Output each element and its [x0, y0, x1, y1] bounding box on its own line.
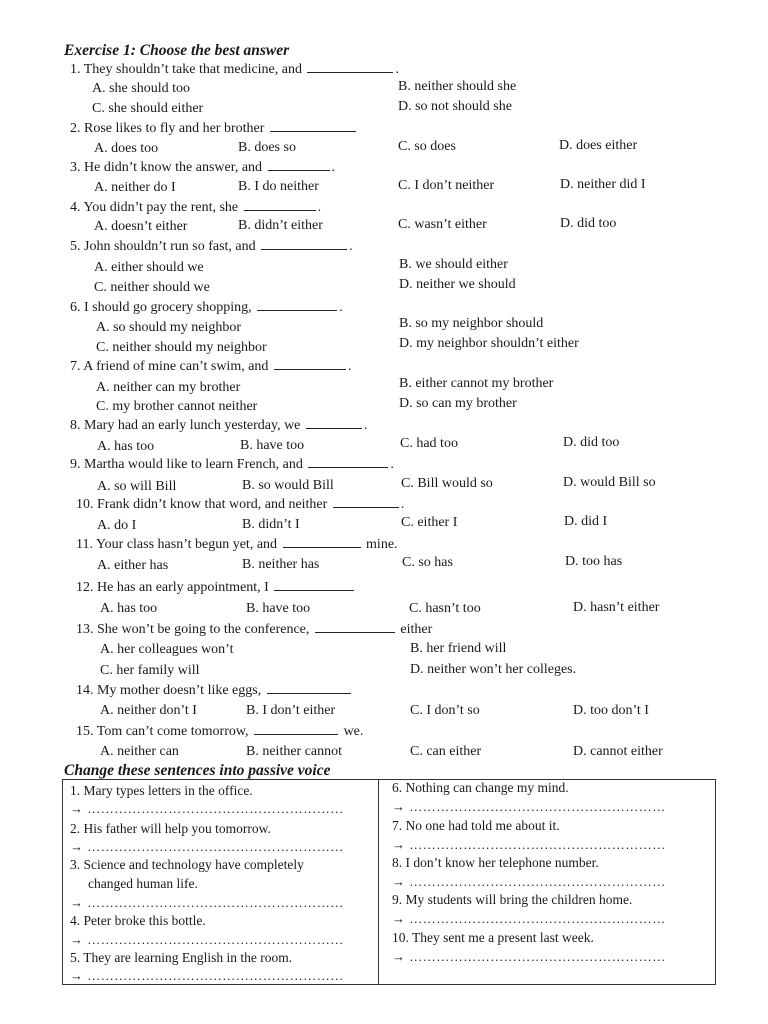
- passive-sentence-2: 2. His father will help you tomorrow.: [70, 821, 271, 836]
- q14-option-a: A. neither don’t I: [100, 703, 197, 718]
- passive-sentence-3: 3. Science and technology have completely: [70, 857, 304, 872]
- answer-blank: [315, 631, 395, 633]
- question-13: 13. She won’t be going to the conference, either: [76, 622, 433, 637]
- q11-option-d: D. too has: [565, 554, 623, 569]
- q1-option-b: B. neither should she: [398, 79, 517, 94]
- q5-option-d: D. neither we should: [399, 277, 516, 292]
- q2-option-b: B. does so: [238, 140, 296, 155]
- q1-option-c: C. she should either: [92, 101, 204, 116]
- answer-blank: [267, 692, 351, 694]
- answer-line-3: → …………………………………………………: [70, 895, 344, 910]
- q4-option-a: A. doesn’t either: [94, 219, 188, 234]
- q5-option-a: A. either should we: [94, 260, 204, 275]
- question-9: 9. Martha would like to learn French, and .: [70, 457, 394, 472]
- q10-option-a: A. do I: [97, 518, 137, 533]
- q12-option-c: C. hasn’t too: [409, 601, 481, 616]
- q4-option-b: B. didn’t either: [238, 218, 323, 233]
- q13-option-a: A. her colleagues won’t: [100, 642, 234, 657]
- question-11: 11. Your class hasn’t begun yet, and mine.: [76, 537, 398, 552]
- q9-option-c: C. Bill would so: [401, 476, 493, 491]
- q15-option-c: C. can either: [410, 744, 482, 759]
- passive-sentence-4: 4. Peter broke this bottle.: [70, 913, 206, 928]
- answer-line-10: → …………………………………………………: [392, 949, 666, 964]
- q12-option-d: D. hasn’t either: [573, 600, 660, 615]
- q8-option-a: A. has too: [97, 439, 155, 454]
- table-column-divider: [378, 779, 379, 985]
- q7-option-d: D. so can my brother: [399, 396, 517, 411]
- answer-line-4: → …………………………………………………: [70, 932, 344, 947]
- passive-sentence-5: 5. They are learning English in the room.: [70, 950, 293, 965]
- exercise1-title: Exercise 1: Choose the best answer: [64, 42, 290, 59]
- answer-blank: [308, 466, 388, 468]
- passive-sentence-10: 10. They sent me a present last week.: [392, 930, 594, 945]
- q9-option-a: A. so will Bill: [97, 479, 177, 494]
- q3-option-c: C. I don’t neither: [398, 178, 495, 193]
- question-1: 1. They shouldn’t take that medicine, and .: [70, 62, 399, 77]
- exercise2-title: Change these sentences into passive voice: [64, 762, 331, 779]
- q15-option-a: A. neither can: [100, 744, 179, 759]
- passive-sentence-7: 7. No one had told me about it.: [392, 818, 560, 833]
- answer-line-7: → …………………………………………………: [392, 837, 666, 852]
- passive-sentence-3-cont: changed human life.: [88, 876, 198, 891]
- answer-blank: [274, 589, 354, 591]
- answer-line-8: → …………………………………………………: [392, 874, 666, 889]
- q13-option-b: B. her friend will: [410, 641, 507, 656]
- q9-option-b: B. so would Bill: [242, 478, 334, 493]
- answer-blank: [244, 209, 316, 211]
- answer-blank: [270, 130, 356, 132]
- answer-line-2: → …………………………………………………: [70, 839, 344, 854]
- q3-option-d: D. neither did I: [560, 177, 646, 192]
- q6-option-d: D. my neighbor shouldn’t either: [399, 336, 579, 351]
- question-6: 6. I should go grocery shopping, .: [70, 300, 343, 315]
- q10-option-b: B. didn’t I: [242, 517, 300, 532]
- q6-option-b: B. so my neighbor should: [399, 316, 544, 331]
- q8-option-c: C. had too: [400, 436, 458, 451]
- q2-option-d: D. does either: [559, 138, 638, 153]
- q5-option-b: B. we should either: [399, 257, 508, 272]
- q4-option-d: D. did too: [560, 216, 617, 231]
- q14-option-b: B. I don’t either: [246, 703, 336, 718]
- q1-option-d: D. so not should she: [398, 99, 512, 114]
- q8-option-d: D. did too: [563, 435, 620, 450]
- q2-option-c: C. so does: [398, 139, 456, 154]
- question-5: 5. John shouldn’t run so fast, and .: [70, 239, 353, 254]
- answer-blank: [307, 71, 393, 73]
- q6-option-c: C. neither should my neighbor: [96, 340, 267, 355]
- answer-line-5: → …………………………………………………: [70, 968, 344, 983]
- q14-option-d: D. too don’t I: [573, 703, 649, 718]
- answer-blank: [283, 546, 361, 548]
- q7-option-c: C. my brother cannot neither: [96, 399, 258, 414]
- q6-option-a: A. so should my neighbor: [96, 320, 242, 335]
- q12-option-b: B. have too: [246, 601, 311, 616]
- q14-option-c: C. I don’t so: [410, 703, 480, 718]
- answer-blank: [261, 248, 347, 250]
- q10-option-d: D. did I: [564, 514, 608, 529]
- q15-option-b: B. neither cannot: [246, 744, 343, 759]
- passive-sentence-1: 1. Mary types letters in the office.: [70, 783, 253, 798]
- q3-option-a: A. neither do I: [94, 180, 176, 195]
- answer-blank: [254, 733, 338, 735]
- question-3: 3. He didn’t know the answer, and .: [70, 160, 336, 175]
- question-14: 14. My mother doesn’t like eggs,: [76, 683, 353, 699]
- answer-blank: [306, 427, 362, 429]
- answer-blank: [274, 368, 346, 370]
- question-12: 12. He has an early appointment, I: [76, 580, 356, 596]
- q9-option-d: D. would Bill so: [563, 475, 656, 490]
- answer-line-1: → …………………………………………………: [70, 801, 344, 816]
- answer-blank: [268, 169, 330, 171]
- question-8: 8. Mary had an early lunch yesterday, we .: [70, 418, 368, 433]
- q8-option-b: B. have too: [240, 438, 305, 453]
- q13-option-c: C. her family will: [100, 663, 200, 678]
- q7-option-a: A. neither can my brother: [96, 380, 241, 395]
- q1-option-a: A. she should too: [92, 81, 190, 96]
- q11-option-a: A. either has: [97, 558, 169, 573]
- question-2: 2. Rose likes to fly and her brother: [70, 121, 358, 137]
- q5-option-c: C. neither should we: [94, 280, 210, 295]
- question-15: 15. Tom can’t come tomorrow, we.: [76, 724, 364, 739]
- answer-line-9: → …………………………………………………: [392, 911, 666, 926]
- passive-sentence-9: 9. My students will bring the children home.: [392, 892, 633, 907]
- passive-sentence-8: 8. I don’t know her telephone number.: [392, 855, 599, 870]
- q7-option-b: B. either cannot my brother: [399, 376, 554, 391]
- answer-line-6: → …………………………………………………: [392, 799, 666, 814]
- question-7: 7. A friend of mine can’t swim, and .: [70, 359, 352, 374]
- answer-blank: [257, 309, 337, 311]
- q4-option-c: C. wasn’t either: [398, 217, 487, 232]
- answer-blank: [333, 506, 399, 508]
- question-4: 4. You didn’t pay the rent, she .: [70, 200, 322, 215]
- passive-sentence-6: 6. Nothing can change my mind.: [392, 780, 569, 795]
- q11-option-b: B. neither has: [242, 557, 320, 572]
- q11-option-c: C. so has: [402, 555, 453, 570]
- q10-option-c: C. either I: [401, 515, 458, 530]
- q13-option-d: D. neither won’t her colleges.: [410, 662, 577, 677]
- question-10: 10. Frank didn’t know that word, and neither .: [76, 497, 405, 512]
- q3-option-b: B. I do neither: [238, 179, 319, 194]
- q2-option-a: A. does too: [94, 141, 159, 156]
- q12-option-a: A. has too: [100, 601, 158, 616]
- q15-option-d: D. cannot either: [573, 744, 663, 759]
